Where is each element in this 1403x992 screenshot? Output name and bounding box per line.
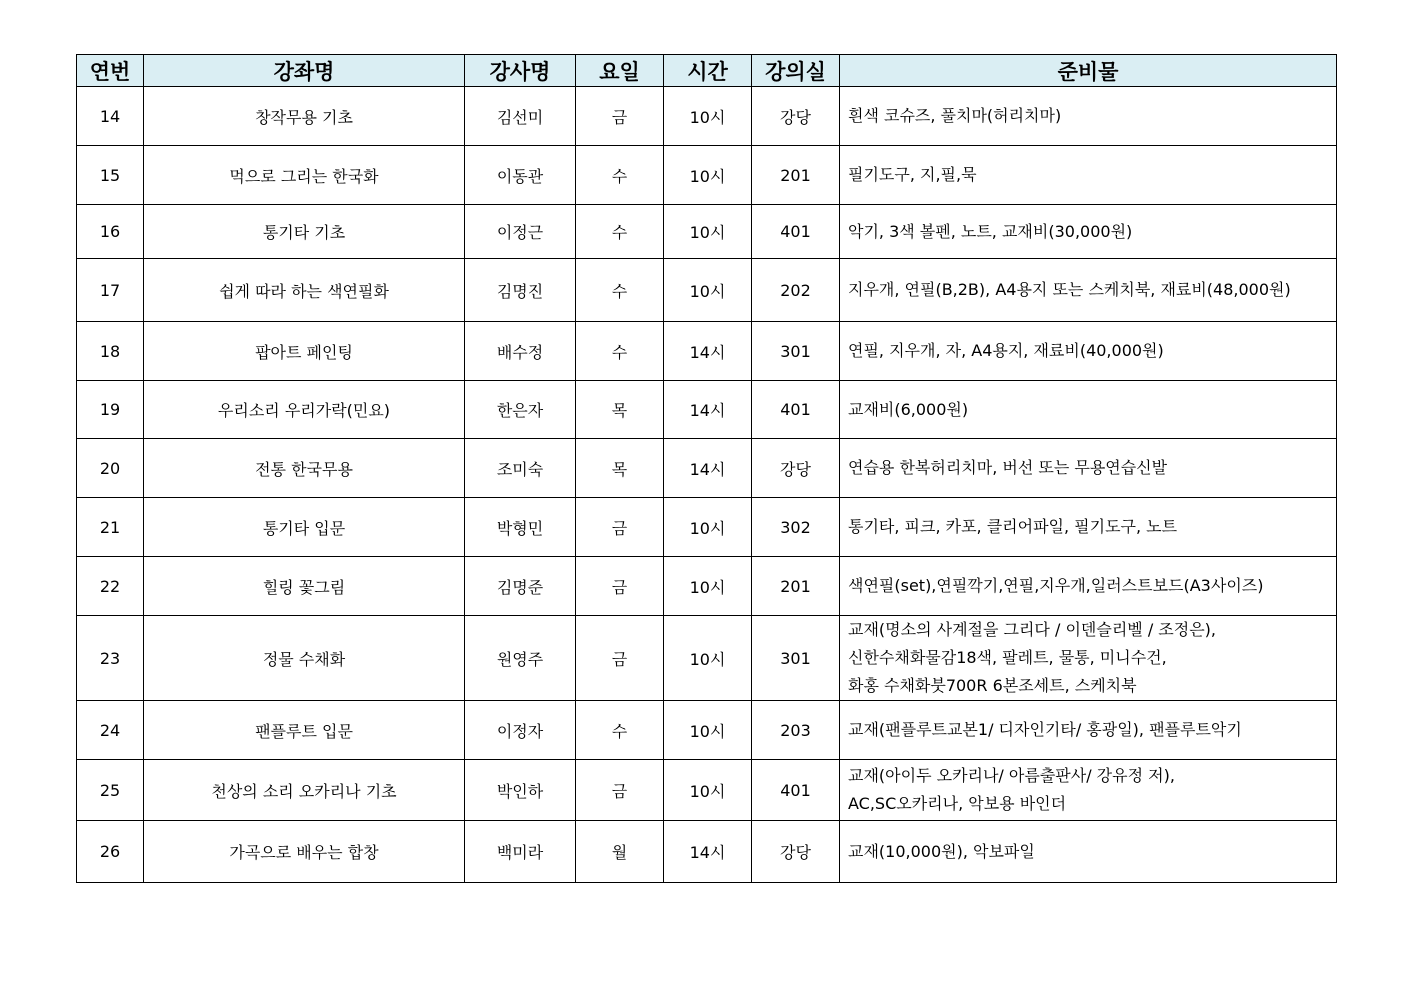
cell-day: 목	[576, 439, 664, 498]
cell-course-name: 전통 한국무용	[144, 439, 465, 498]
cell-time: 14시	[664, 439, 752, 498]
materials-line: 교재(명소의 사계절을 그리다 / 이덴슬리벨 / 조정은),	[848, 620, 1216, 639]
table-row	[77, 557, 1337, 616]
cell-course-name: 힐링 꽃그림	[144, 557, 465, 616]
cell-course-name: 통기타 기초	[144, 205, 465, 259]
cell-instructor: 원영주	[465, 616, 576, 701]
table-row	[77, 616, 1337, 701]
cell-day: 금	[576, 616, 664, 701]
cell-course-name: 팬플루트 입문	[144, 701, 465, 760]
table-row	[77, 146, 1337, 205]
cell-instructor: 박형민	[465, 498, 576, 557]
materials-line: AC,SC오카리나, 악보용 바인더	[848, 794, 1067, 813]
materials-line: 연습용 한복허리치마, 버선 또는 무용연습신발	[848, 458, 1168, 477]
cell-time: 14시	[664, 821, 752, 883]
cell-instructor: 한은자	[465, 381, 576, 439]
cell-materials	[840, 701, 1337, 760]
cell-time: 14시	[664, 381, 752, 439]
course-table	[76, 54, 1337, 883]
table-row	[77, 760, 1337, 821]
materials-line: 지우개, 연필(B,2B), A4용지 또는 스케치북, 재료비(48,000원)	[848, 280, 1291, 299]
table-row	[77, 322, 1337, 381]
cell-course-name: 정물 수채화	[144, 616, 465, 701]
header-day: 요일	[576, 55, 664, 87]
cell-materials	[840, 146, 1337, 205]
cell-materials	[840, 381, 1337, 439]
cell-materials	[840, 821, 1337, 883]
cell-course-name: 우리소리 우리가락(민요)	[144, 381, 465, 439]
cell-day: 수	[576, 146, 664, 205]
cell-number: 20	[77, 439, 144, 498]
cell-instructor: 이정근	[465, 205, 576, 259]
cell-time: 10시	[664, 701, 752, 760]
header-instructor: 강사명	[465, 55, 576, 87]
cell-number: 23	[77, 616, 144, 701]
cell-course-name: 가곡으로 배우는 합창	[144, 821, 465, 883]
materials-line: 신한수채화물감18색, 팔레트, 물통, 미니수건,	[848, 648, 1167, 667]
cell-number: 24	[77, 701, 144, 760]
cell-day: 금	[576, 87, 664, 146]
cell-instructor: 이동관	[465, 146, 576, 205]
table-row	[77, 205, 1337, 259]
cell-number: 21	[77, 498, 144, 557]
table-row	[77, 87, 1337, 146]
cell-day: 수	[576, 701, 664, 760]
cell-room: 401	[752, 760, 840, 821]
cell-time: 10시	[664, 146, 752, 205]
table-row	[77, 701, 1337, 760]
table-row	[77, 498, 1337, 557]
cell-number: 19	[77, 381, 144, 439]
cell-instructor: 김명준	[465, 557, 576, 616]
cell-materials	[840, 259, 1337, 322]
cell-room: 401	[752, 205, 840, 259]
cell-number: 22	[77, 557, 144, 616]
table-body	[77, 87, 1337, 883]
header-row	[77, 55, 1337, 87]
cell-materials	[840, 760, 1337, 821]
cell-course-name: 천상의 소리 오카리나 기초	[144, 760, 465, 821]
cell-room: 강당	[752, 87, 840, 146]
cell-day: 금	[576, 760, 664, 821]
materials-line: 교재비(6,000원)	[848, 399, 969, 419]
cell-materials	[840, 87, 1337, 146]
header-materials: 준비물	[840, 55, 1337, 87]
cell-time: 10시	[664, 87, 752, 146]
cell-materials	[840, 322, 1337, 381]
header-course-name: 강좌명	[144, 55, 465, 87]
cell-materials	[840, 557, 1337, 616]
cell-materials	[840, 205, 1337, 259]
materials-line: 통기타, 피크, 카포, 클리어파일, 필기도구, 노트	[848, 517, 1178, 536]
materials-line: 악기, 3색 볼펜, 노트, 교재비(30,000원)	[848, 221, 1133, 241]
cell-room: 201	[752, 557, 840, 616]
cell-room: 강당	[752, 821, 840, 883]
cell-number: 15	[77, 146, 144, 205]
cell-number: 16	[77, 205, 144, 259]
header-room: 강의실	[752, 55, 840, 87]
cell-room: 301	[752, 616, 840, 701]
cell-number: 18	[77, 322, 144, 381]
materials-line: 교재(팬플루트교본1/ 디자인기타/ 홍광일), 팬플루트악기	[848, 720, 1242, 739]
cell-time: 10시	[664, 760, 752, 821]
cell-course-name: 통기타 입문	[144, 498, 465, 557]
cell-day: 수	[576, 322, 664, 381]
table-row	[77, 439, 1337, 498]
cell-room: 302	[752, 498, 840, 557]
cell-day: 목	[576, 381, 664, 439]
materials-line: 연필, 지우개, 자, A4용지, 재료비(40,000원)	[848, 341, 1164, 360]
cell-course-name: 팝아트 페인팅	[144, 322, 465, 381]
cell-instructor: 백미라	[465, 821, 576, 883]
table-row	[77, 381, 1337, 439]
cell-room: 201	[752, 146, 840, 205]
cell-day: 수	[576, 259, 664, 322]
materials-line: 색연필(set),연필깍기,연필,지우개,일러스트보드(A3사이즈)	[848, 576, 1264, 595]
cell-instructor: 이정자	[465, 701, 576, 760]
cell-day: 월	[576, 821, 664, 883]
cell-number: 25	[77, 760, 144, 821]
cell-instructor: 김명진	[465, 259, 576, 322]
cell-room: 301	[752, 322, 840, 381]
cell-course-name: 창작무용 기초	[144, 87, 465, 146]
cell-course-name: 먹으로 그리는 한국화	[144, 146, 465, 205]
cell-materials	[840, 616, 1337, 701]
cell-day: 수	[576, 205, 664, 259]
materials-line: 필기도구, 지,필,묵	[848, 165, 977, 184]
cell-instructor: 배수정	[465, 322, 576, 381]
cell-room: 203	[752, 701, 840, 760]
cell-room: 202	[752, 259, 840, 322]
materials-line: 화홍 수채화붓700R 6본조세트, 스케치북	[848, 676, 1137, 695]
materials-line: 교재(10,000원), 악보파일	[848, 841, 1035, 861]
cell-day: 금	[576, 557, 664, 616]
header-time: 시간	[664, 55, 752, 87]
materials-line: 교재(아이두 오카리나/ 아름출판사/ 강유정 저),	[848, 766, 1175, 785]
cell-materials	[840, 498, 1337, 557]
cell-materials	[840, 439, 1337, 498]
cell-time: 10시	[664, 557, 752, 616]
table-row	[77, 821, 1337, 883]
header-number: 연번	[77, 55, 144, 87]
cell-instructor: 조미숙	[465, 439, 576, 498]
cell-room: 401	[752, 381, 840, 439]
cell-time: 10시	[664, 498, 752, 557]
cell-course-name: 쉽게 따라 하는 색연필화	[144, 259, 465, 322]
materials-line: 흰색 코슈즈, 풀치마(허리치마)	[848, 106, 1062, 125]
cell-time: 14시	[664, 322, 752, 381]
cell-number: 14	[77, 87, 144, 146]
cell-instructor: 김선미	[465, 87, 576, 146]
cell-time: 10시	[664, 616, 752, 701]
cell-day: 금	[576, 498, 664, 557]
cell-number: 17	[77, 259, 144, 322]
cell-time: 10시	[664, 259, 752, 322]
table-row	[77, 259, 1337, 322]
cell-time: 10시	[664, 205, 752, 259]
cell-number: 26	[77, 821, 144, 883]
cell-instructor: 박인하	[465, 760, 576, 821]
cell-room: 강당	[752, 439, 840, 498]
